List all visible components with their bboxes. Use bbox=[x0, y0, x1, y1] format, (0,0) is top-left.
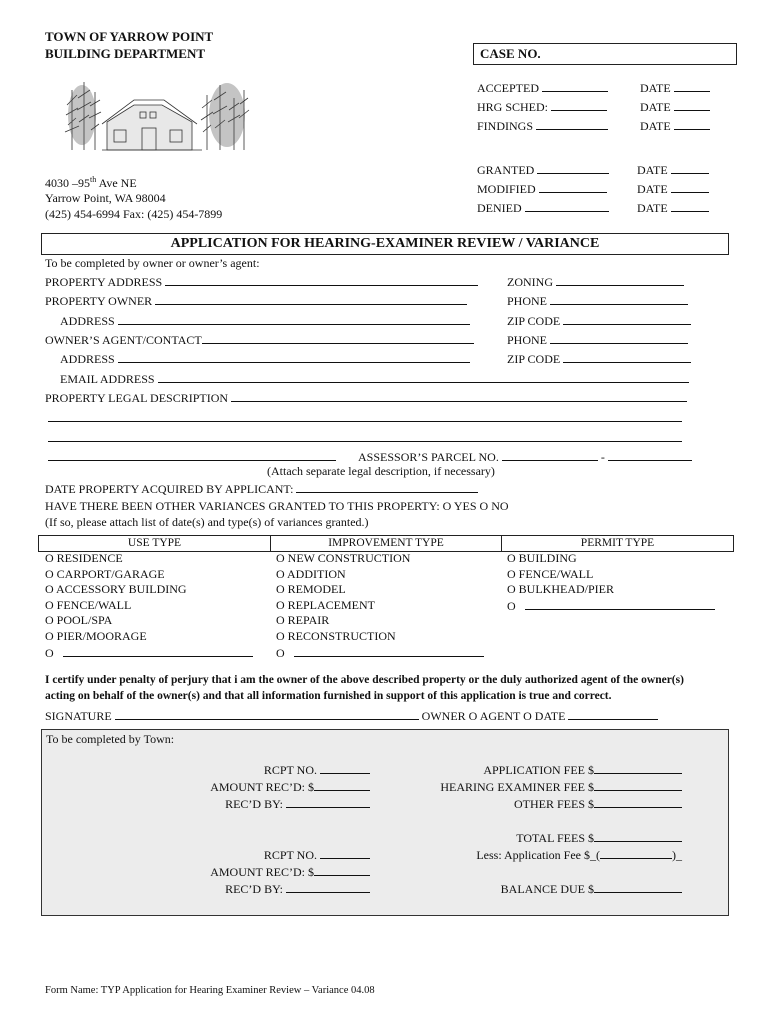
use-option-accessory[interactable]: O ACCESSORY BUILDING bbox=[45, 582, 187, 596]
owner-option[interactable]: OWNER O bbox=[421, 709, 478, 723]
signature-row[interactable]: SIGNATURE OWNER O AGENT O DATE bbox=[45, 708, 658, 724]
use-option-pier[interactable]: O PIER/MOORAGE bbox=[45, 629, 147, 643]
use-type-header: USE TYPE bbox=[38, 535, 271, 552]
date-acquired-field[interactable]: DATE PROPERTY ACQUIRED BY APPLICANT: bbox=[45, 481, 478, 497]
assessor-parcel-field[interactable]: ASSESSOR’S PARCEL NO. - bbox=[358, 449, 692, 465]
improvement-option-remodel[interactable]: O REMODEL bbox=[276, 582, 346, 596]
property-owner-field[interactable]: PROPERTY OWNER bbox=[45, 293, 467, 309]
improvement-option-reconstruction[interactable]: O RECONSTRUCTION bbox=[276, 629, 396, 643]
rcpt-no-field-2[interactable]: RCPT NO. bbox=[162, 847, 370, 863]
improvement-type-header: IMPROVEMENT TYPE bbox=[270, 535, 502, 552]
granted-field[interactable]: GRANTED bbox=[477, 162, 609, 178]
improvement-option-new[interactable]: O NEW CONSTRUCTION bbox=[276, 551, 411, 565]
accepted-field[interactable]: ACCEPTED bbox=[477, 80, 608, 96]
zoning-field[interactable]: ZONING bbox=[507, 274, 684, 290]
legal-description-line-2[interactable] bbox=[48, 410, 682, 426]
owner-phone-field[interactable]: PHONE bbox=[507, 293, 688, 309]
address-line-1: 4030 –95th Ave NE bbox=[45, 175, 137, 190]
improvement-option-replacement[interactable]: O REPLACEMENT bbox=[276, 598, 375, 612]
hearing-fee-field[interactable]: HEARING EXAMINER FEE $ bbox=[402, 779, 682, 795]
modified-field[interactable]: MODIFIED bbox=[477, 181, 607, 197]
hrg-sched-date-field[interactable]: DATE bbox=[640, 99, 710, 115]
accepted-date-field[interactable]: DATE bbox=[640, 80, 710, 96]
town-hall-drawing bbox=[62, 70, 252, 160]
modified-date-field[interactable]: DATE bbox=[637, 181, 709, 197]
findings-field[interactable]: FINDINGS bbox=[477, 118, 608, 134]
town-box-label: To be completed by Town: bbox=[46, 732, 175, 746]
denied-date-field[interactable]: DATE bbox=[637, 200, 709, 216]
improvement-option-addition[interactable]: O ADDITION bbox=[276, 567, 346, 581]
form-footer: Form Name: TYP Application for Hearing Examiner Review – Variance 04.08 bbox=[45, 985, 375, 996]
email-field[interactable]: EMAIL ADDRESS bbox=[60, 371, 689, 387]
use-option-other[interactable]: O bbox=[45, 645, 253, 661]
case-number-box[interactable]: CASE NO. bbox=[473, 43, 737, 65]
application-fee-field[interactable]: APPLICATION FEE $ bbox=[402, 762, 682, 778]
owner-address-field[interactable]: ADDRESS bbox=[60, 313, 470, 329]
use-option-carport[interactable]: O CARPORT/GARAGE bbox=[45, 567, 165, 581]
improvement-option-repair[interactable]: O REPAIR bbox=[276, 613, 330, 627]
owner-intro: To be completed by owner or owner’s agent: bbox=[45, 256, 260, 270]
balance-due-field[interactable]: BALANCE DUE $ bbox=[402, 881, 682, 897]
agent-zip-field[interactable]: ZIP CODE bbox=[507, 351, 691, 367]
town-name: TOWN OF YARROW POINT bbox=[45, 29, 214, 44]
recd-by-field-2[interactable]: REC’D BY: bbox=[162, 881, 370, 897]
findings-date-field[interactable]: DATE bbox=[640, 118, 710, 134]
other-fees-field[interactable]: OTHER FEES $ bbox=[402, 796, 682, 812]
address-line-2: Yarrow Point, WA 98004 bbox=[45, 191, 166, 205]
department-name: BUILDING DEPARTMENT bbox=[45, 46, 206, 61]
agent-option[interactable]: AGENT O bbox=[479, 709, 532, 723]
legal-description-line-3[interactable] bbox=[48, 430, 682, 446]
variances-note: (If so, please attach list of date(s) and type(s) of variances granted.) bbox=[45, 515, 369, 529]
total-fees-field[interactable]: TOTAL FEES $ bbox=[402, 830, 682, 846]
use-option-pool[interactable]: O POOL/SPA bbox=[45, 613, 113, 627]
property-address-field[interactable]: PROPERTY ADDRESS bbox=[45, 274, 478, 290]
permit-option-bulkhead[interactable]: O BULKHEAD/PIER bbox=[507, 582, 614, 596]
denied-field[interactable]: DENIED bbox=[477, 200, 609, 216]
certify-line-1: I certify under penalty of perjury that i am the owner of the above described property or the duly authorized agent of the owner(s) bbox=[45, 674, 684, 686]
attach-note: (Attach separate legal description, if necessary) bbox=[267, 464, 495, 478]
certify-line-2: acting on behalf of the owner(s) and that all information furnished in support of this application is true and correct. bbox=[45, 690, 612, 702]
permit-option-other[interactable]: O bbox=[507, 598, 715, 614]
agent-phone-field[interactable]: PHONE bbox=[507, 332, 688, 348]
granted-date-field[interactable]: DATE bbox=[637, 162, 709, 178]
other-variances-question[interactable]: HAVE THERE BEEN OTHER VARIANCES GRANTED TO THIS PROPERTY: O YES O NO bbox=[45, 499, 509, 513]
owner-zip-field[interactable]: ZIP CODE bbox=[507, 313, 691, 329]
phone-fax: (425) 454-6994 Fax: (425) 454-7899 bbox=[45, 207, 223, 221]
use-option-fence[interactable]: O FENCE/WALL bbox=[45, 598, 132, 612]
amount-recd-field-1[interactable]: AMOUNT REC’D: $ bbox=[162, 779, 370, 795]
form-title: APPLICATION FOR HEARING-EXAMINER REVIEW / VARIANCE bbox=[41, 233, 729, 255]
amount-recd-field-2[interactable]: AMOUNT REC’D: $ bbox=[162, 864, 370, 880]
recd-by-field-1[interactable]: REC’D BY: bbox=[162, 796, 370, 812]
permit-option-building[interactable]: O BUILDING bbox=[507, 551, 577, 565]
permit-type-header: PERMIT TYPE bbox=[501, 535, 734, 552]
owners-agent-field[interactable]: OWNER’S AGENT/CONTACT bbox=[45, 332, 474, 348]
permit-option-fence[interactable]: O FENCE/WALL bbox=[507, 567, 594, 581]
agent-address-field[interactable]: ADDRESS bbox=[60, 351, 470, 367]
improvement-option-other[interactable]: O bbox=[276, 645, 484, 661]
legal-description-field[interactable]: PROPERTY LEGAL DESCRIPTION bbox=[45, 390, 687, 406]
less-application-fee-field[interactable]: Less: Application Fee $_( )_ bbox=[476, 848, 682, 862]
legal-description-line-4[interactable] bbox=[48, 449, 336, 465]
rcpt-no-field-1[interactable]: RCPT NO. bbox=[162, 762, 370, 778]
use-option-residence[interactable]: O RESIDENCE bbox=[45, 551, 123, 565]
hrg-sched-field[interactable]: HRG SCHED: bbox=[477, 99, 607, 115]
town-use-box bbox=[41, 729, 729, 916]
